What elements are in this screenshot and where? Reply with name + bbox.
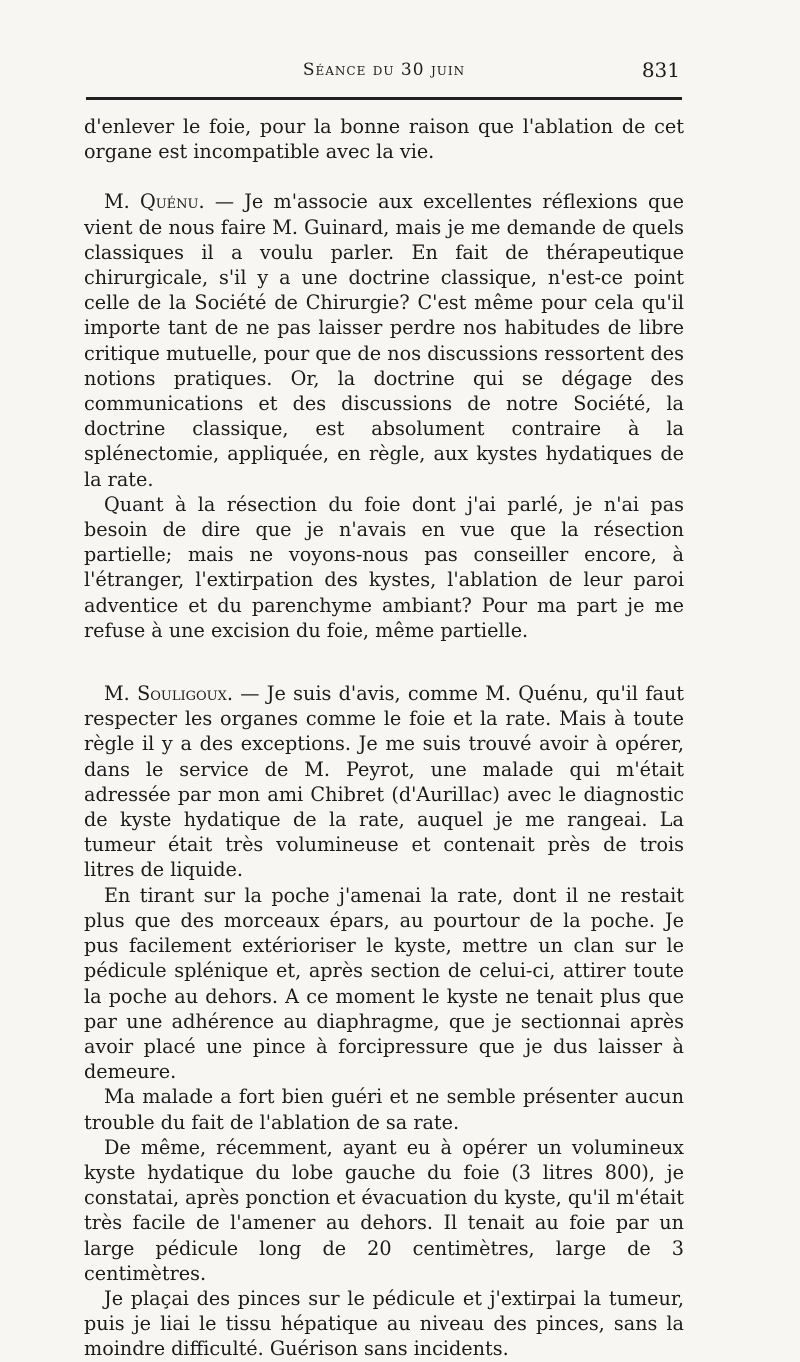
speaker-name: M. Quénu. — [104, 190, 205, 214]
paragraph — [84, 1286, 684, 1362]
paragraph — [84, 1084, 684, 1134]
paragraph-text: Quant à la résection du foie dont j'ai parlé, je n'ai pas besoin de dire que je n'avais en vue que la résection partielle; mais ne voyons-nous pas conseiller encore, à l'étranger, l'extirpation des kystes, l'ablation de leur paroi adventice et du parenchyme ambiant? Pour ma part je me refuse à une excision du foie, même partielle. — [84, 492, 684, 642]
paragraph-text: Je plaçai des pinces sur le pédicule et j'extirpai la tumeur, puis je liai le tissu hépatique au niveau des pinces, sans la moindre difficulté. Guérison sans incidents. — [84, 1286, 684, 1361]
page-number: 831 — [641, 58, 680, 82]
running-head-title: Séance du 30 juin — [302, 60, 466, 80]
paragraph-quenu — [84, 189, 684, 491]
paragraph-text: — Je m'associe aux excellentes réflexions que vient de nous faire M. Guinard, mais je me demande de quels classiques il a voulu parler. En fait de thérapeutique chirurgicale, s'il y a une doctrine classique, n'est-ce point celle de la Société de Chirurgie? C'est même pour cela qu'il importe tant de ne pas laisser perdre nos habitudes de libre critique mutuelle, pour que de nos discussions ressortent des notions pratiques. Or, la doctrine qui se dégage des communications et des discussions de notre Société, la doctrine classique, est absolument contraire à la splénectomie, appliquée, en règle, aux kystes hydatiques de la rate. — [84, 190, 684, 491]
paragraph-continuation — [84, 114, 684, 164]
paragraph-text: De même, récemment, ayant eu à opérer un volumineux kyste hydatique du lobe gauche du foie (3 litres 800), je constatai, après ponction et évacuation du kyste, qu'il m'était très facile de l'amener au dehors. Il tenait au foie par un large pédicule long de 20 centimètres, large de 3 centimètres. — [84, 1135, 684, 1285]
paragraph-text: — Je suis d'avis, comme M. Quénu, qu'il faut respecter les organes comme le foie et la rate. Mais à toute règle il y a des exceptions. Je me suis trouvé avoir à opérer, dans le service de M. Peyrot, une malade qui m'était adressée par mon ami Chibret (d'Aurillac) avec le diagnostic de kyste hydatique de la rate, auquel je me rangeai. La tumeur était très volumineuse et contenait près de trois litres de liquide. — [84, 682, 684, 882]
paragraph — [84, 883, 684, 1085]
header-rule — [86, 97, 682, 100]
page-body — [84, 114, 684, 1362]
paragraph-souligoux — [84, 681, 684, 883]
paragraph — [84, 492, 684, 643]
paragraph-text: En tirant sur la poche j'amenai la rate, dont il ne restait plus que des morceaux épars, au pourtour de la poche. Je pus facilement extérioriser le kyste, mettre un clan sur le pédicule splénique et, après section de celui-ci, attirer toute la poche au dehors. A ce moment le kyste ne tenait plus que par une adhérence au diaphragme, que je sectionnai après avoir placé une pince à forcipressure que je dus laisser à demeure. — [84, 883, 684, 1084]
paragraph-text: Ma malade a fort bien guéri et ne semble présenter aucun trouble du fait de l'ablation de sa rate. — [84, 1085, 684, 1134]
running-header — [86, 56, 682, 90]
paragraph-text: d'enlever le foie, pour la bonne raison que l'ablation de cet organe est incompatible avec la vie. — [84, 115, 684, 164]
paragraph — [84, 1135, 684, 1286]
speaker-name: M. Souligoux. — [104, 682, 233, 706]
